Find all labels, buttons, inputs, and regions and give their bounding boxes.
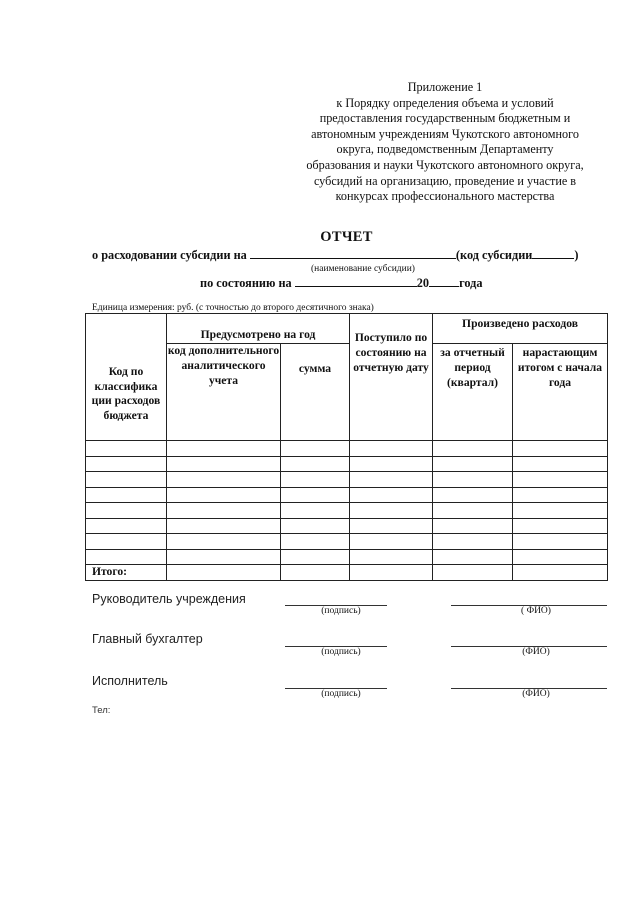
- unit-note: Единица измерения: руб. (с точностью до второго десятичного знака): [92, 303, 374, 313]
- table-cell[interactable]: [281, 549, 350, 565]
- report-table: [85, 313, 608, 581]
- appendix-line: округа, подведомственным Департаменту: [336, 142, 554, 157]
- table-cell[interactable]: [350, 534, 433, 550]
- subject-code-suffix: ): [574, 248, 579, 262]
- table-cell[interactable]: [167, 503, 281, 519]
- table-cell[interactable]: [86, 518, 167, 534]
- subject-name-field[interactable]: [250, 247, 456, 259]
- table-cell[interactable]: [281, 503, 350, 519]
- table-cell[interactable]: [167, 549, 281, 565]
- table-cell[interactable]: [433, 503, 513, 519]
- date-suffix: года: [459, 276, 483, 290]
- date-prefix: по состоянию на: [200, 276, 292, 290]
- table-cell[interactable]: [86, 456, 167, 472]
- table-cell[interactable]: [281, 565, 350, 581]
- accountant-sign-hint: (подпись): [321, 647, 361, 657]
- table-cell[interactable]: [281, 518, 350, 534]
- header-budget-code: Код по классифика ции расходов бюджета: [86, 314, 167, 441]
- year-field[interactable]: [429, 275, 459, 287]
- table-cell[interactable]: [86, 472, 167, 488]
- head-label: Руководитель учреждения: [92, 592, 246, 606]
- subject-hint: (наименование субсидии): [311, 264, 415, 274]
- header-spent-group: Произведено расходов: [433, 314, 608, 344]
- phone-label: Тел:: [92, 705, 111, 716]
- date-line: [200, 275, 483, 291]
- table-cell[interactable]: [513, 549, 608, 565]
- table-cell[interactable]: [86, 503, 167, 519]
- header-cumulative: нарастающим итогом с начала года: [513, 344, 608, 441]
- table-cell[interactable]: [167, 565, 281, 581]
- table-cell[interactable]: [281, 472, 350, 488]
- table-cell[interactable]: [167, 487, 281, 503]
- date-field[interactable]: [295, 275, 417, 287]
- appendix-line: образования и науки Чукотского автономного округа,: [306, 157, 584, 172]
- appendix-block: [292, 80, 598, 205]
- table-cell[interactable]: [350, 518, 433, 534]
- table-cell[interactable]: [350, 565, 433, 581]
- table-cell[interactable]: [86, 549, 167, 565]
- table-row: [86, 472, 608, 488]
- table-cell[interactable]: [86, 487, 167, 503]
- appendix-line: к Порядку определения объема и условий: [336, 95, 554, 110]
- date-year-prefix: 20: [416, 276, 430, 290]
- table-cell[interactable]: [350, 549, 433, 565]
- table-cell[interactable]: [513, 503, 608, 519]
- table-cell[interactable]: [433, 472, 513, 488]
- header-period: за отчетный период (квартал): [433, 344, 513, 441]
- subject-line: [92, 247, 612, 263]
- table-cell[interactable]: [513, 472, 608, 488]
- table-row: [86, 456, 608, 472]
- table-cell[interactable]: [350, 472, 433, 488]
- table-cell[interactable]: [513, 487, 608, 503]
- executor-label: Исполнитель: [92, 674, 168, 688]
- table-row: [86, 441, 608, 457]
- appendix-line: предоставления государственным бюджетным и: [319, 111, 571, 126]
- table-row: [86, 487, 608, 503]
- table-cell[interactable]: [281, 534, 350, 550]
- table-cell[interactable]: [167, 472, 281, 488]
- header-sum: сумма: [281, 344, 350, 441]
- head-name-hint: ( ФИО): [521, 606, 551, 616]
- head-sign-hint: (подпись): [321, 606, 361, 616]
- table-cell[interactable]: [281, 456, 350, 472]
- table-cell[interactable]: [433, 534, 513, 550]
- table-row: [86, 518, 608, 534]
- table-cell[interactable]: [433, 549, 513, 565]
- table-cell[interactable]: [350, 456, 433, 472]
- subject-prefix: о расходовании субсидии на: [92, 248, 247, 262]
- total-label: Итого:: [86, 565, 167, 581]
- table-row: [86, 549, 608, 565]
- table-cell[interactable]: [350, 441, 433, 457]
- appendix-line: Приложение 1: [407, 80, 483, 94]
- table-cell[interactable]: [433, 565, 513, 581]
- table-cell[interactable]: [513, 518, 608, 534]
- executor-sign-hint: (подпись): [321, 689, 361, 699]
- appendix-line: конкурсах профессионального мастерства: [335, 189, 555, 204]
- table-cell[interactable]: [86, 534, 167, 550]
- table-cell[interactable]: [167, 456, 281, 472]
- total-row: [86, 565, 608, 581]
- table-row: [86, 534, 608, 550]
- table-cell[interactable]: [167, 534, 281, 550]
- table-cell[interactable]: [433, 441, 513, 457]
- table-cell[interactable]: [350, 503, 433, 519]
- appendix-line: автономным учреждениям Чукотского автономного: [311, 126, 579, 141]
- table-cell[interactable]: [167, 441, 281, 457]
- accountant-name-hint: (ФИО): [522, 647, 550, 657]
- table-cell[interactable]: [433, 456, 513, 472]
- table-cell[interactable]: [513, 565, 608, 581]
- table-cell[interactable]: [513, 441, 608, 457]
- header-planned-group: Предусмотрено на год: [167, 314, 350, 344]
- table-cell[interactable]: [281, 487, 350, 503]
- accountant-label: Главный бухгалтер: [92, 632, 203, 646]
- executor-name-hint: (ФИО): [522, 689, 550, 699]
- table-cell[interactable]: [513, 456, 608, 472]
- table-cell[interactable]: [513, 534, 608, 550]
- appendix-line: субсидий на организацию, проведение и участие в: [313, 173, 577, 188]
- table-cell[interactable]: [86, 441, 167, 457]
- report-title: ОТЧЕТ: [320, 229, 373, 245]
- table-cell[interactable]: [350, 487, 433, 503]
- header-analytic-code: код дополнительного аналитического учета: [167, 344, 281, 441]
- header-received: Поступило по состоянию на отчетную дату: [350, 314, 433, 441]
- subject-code-field[interactable]: [532, 247, 574, 259]
- table-cell[interactable]: [281, 441, 350, 457]
- table-cell[interactable]: [433, 487, 513, 503]
- subject-code-prefix: (код субсидии: [455, 248, 533, 262]
- table-row: [86, 503, 608, 519]
- table-cell[interactable]: [433, 518, 513, 534]
- table-cell[interactable]: [167, 518, 281, 534]
